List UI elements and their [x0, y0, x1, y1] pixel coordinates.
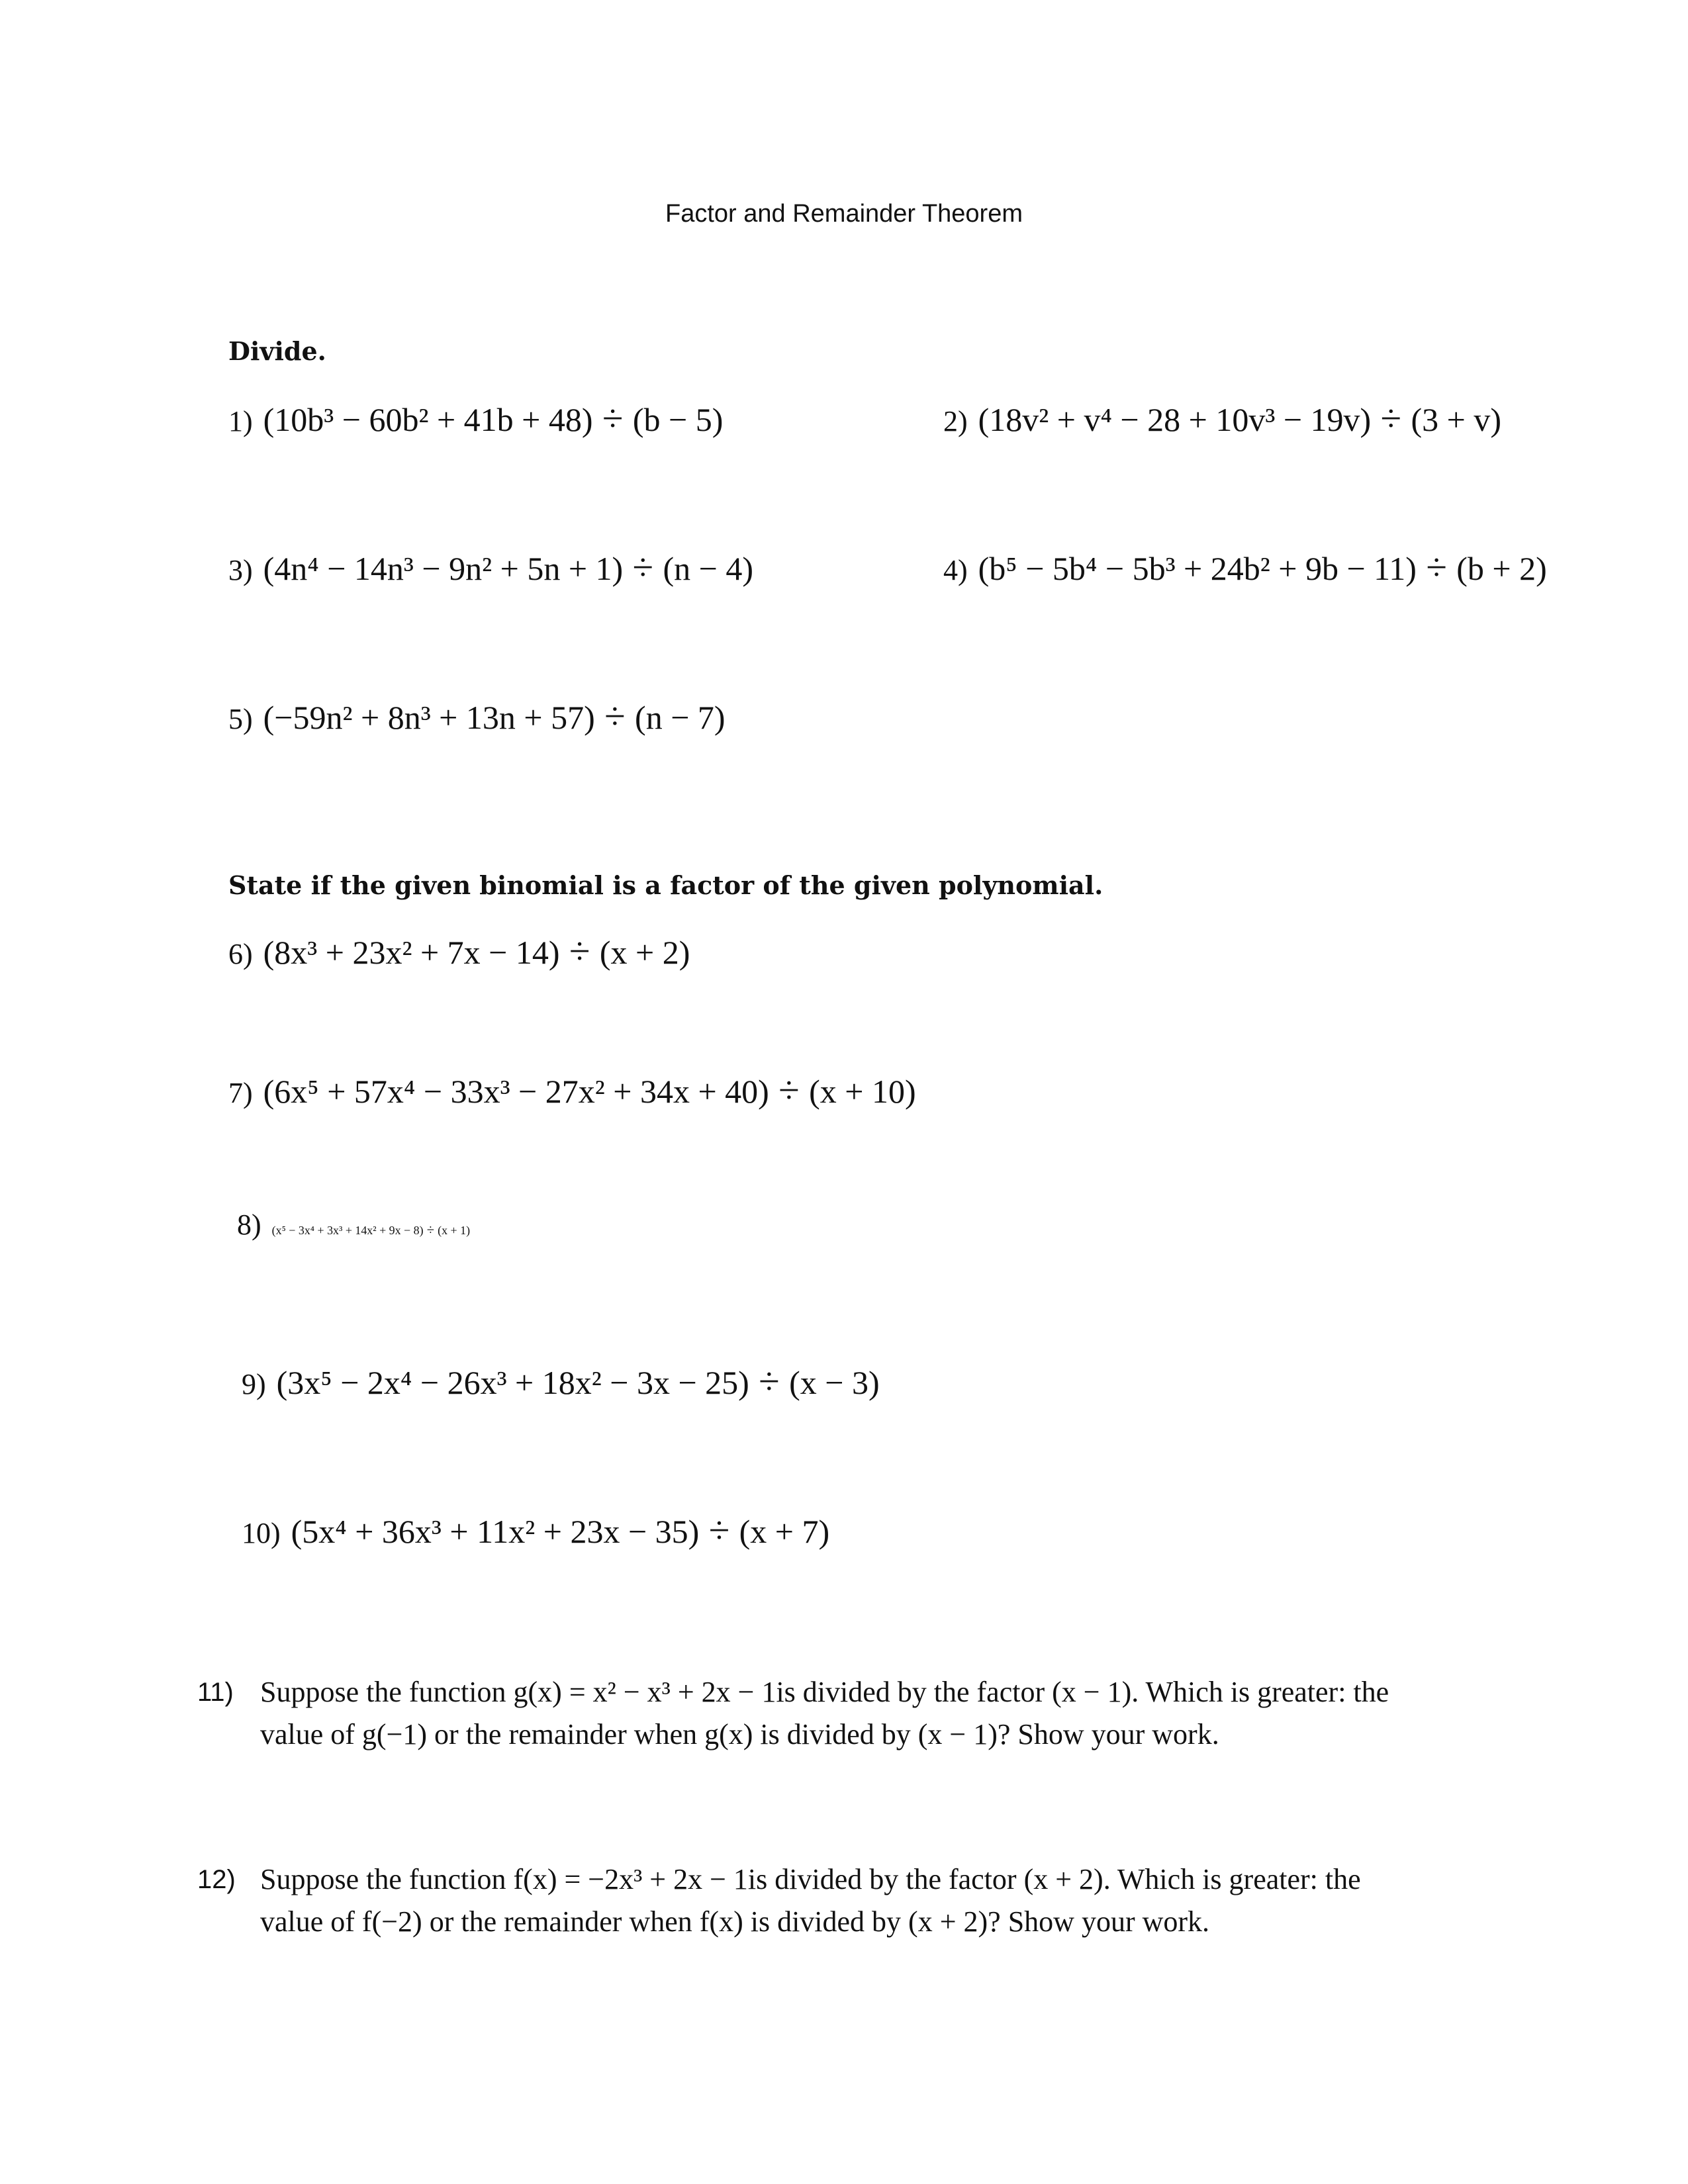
problem-text — [260, 1858, 1361, 1943]
divide-sign-icon: ÷ — [1371, 398, 1411, 439]
problem-divisor: (x + 7) — [739, 1513, 830, 1550]
problem-divisor: (b + 2) — [1456, 550, 1547, 587]
divide-sign-icon: ÷ — [592, 398, 633, 439]
problem-2 — [943, 397, 1501, 440]
problem-number: 10) — [242, 1517, 281, 1549]
problem-divisor: (x − 3) — [789, 1364, 880, 1401]
problem-dividend: (4n⁴ − 14n³ − 9n² + 5n + 1) — [263, 550, 624, 587]
problem-4 — [943, 546, 1547, 589]
problem-number: 7) — [228, 1077, 253, 1109]
problem-number: 12) — [197, 1865, 236, 1894]
divide-sign-icon: ÷ — [559, 931, 600, 972]
divide-sign-icon: ÷ — [623, 547, 663, 588]
divide-sign-icon: ÷ — [749, 1361, 790, 1402]
divide-sign-icon: ÷ — [1416, 547, 1457, 588]
problem-number: 1) — [228, 405, 253, 437]
word-problem-12 — [197, 1858, 1521, 1944]
problem-number: 2) — [943, 405, 968, 437]
problem-6 — [228, 930, 690, 973]
problem-10 — [242, 1509, 829, 1552]
problem-text-line: value of f(−2) or the remainder when f(x) is divided by (x + 2)? Show your work. — [260, 1905, 1210, 1938]
divide-sign-icon: ÷ — [423, 1223, 438, 1238]
page-title: Factor and Remainder Theorem — [665, 200, 1023, 228]
problem-text-line: value of g(−1) or the remainder when g(x) is divided by (x − 1)? Show your work. — [260, 1718, 1219, 1751]
problem-dividend: (6x⁵ + 57x⁴ − 33x³ − 27x² + 34x + 40) — [263, 1073, 769, 1110]
problem-number: 9) — [242, 1368, 266, 1400]
problem-divisor: (3 + v) — [1411, 401, 1501, 438]
problem-dividend: (5x⁴ + 36x³ + 11x² + 23x − 35) — [291, 1513, 700, 1550]
problem-3 — [228, 546, 753, 589]
problem-number: 11) — [197, 1678, 234, 1707]
problem-divisor: (x + 10) — [809, 1073, 916, 1110]
problem-divisor: (x + 2) — [599, 934, 690, 971]
problem-dividend: (b⁵ − 5b⁴ − 5b³ + 24b² + 9b − 11) — [978, 550, 1417, 587]
section-heading-divide: Divide. — [228, 336, 326, 366]
problem-7 — [228, 1069, 916, 1112]
problem-divisor: (n − 4) — [663, 550, 753, 587]
problem-number: 5) — [228, 703, 253, 735]
problem-text — [260, 1671, 1389, 1756]
problem-text-line: Suppose the function g(x) = x² − x³ + 2x − 1is divided by the factor (x − 1). Which is greater: the — [260, 1676, 1389, 1708]
problem-number: 3) — [228, 554, 253, 586]
problem-dividend: (x⁵ − 3x⁴ + 3x³ + 14x² + 9x − 8) — [271, 1224, 424, 1237]
divide-sign-icon: ÷ — [594, 696, 635, 737]
problem-1 — [228, 397, 723, 440]
word-problem-11 — [197, 1671, 1521, 1757]
problem-5 — [228, 695, 726, 738]
problem-divisor: (n − 7) — [635, 699, 726, 736]
problem-number: 8) — [237, 1208, 261, 1241]
problem-divisor: (x + 1) — [438, 1224, 471, 1237]
divide-sign-icon: ÷ — [769, 1069, 810, 1111]
section-heading-factor: State if the given binomial is a factor of the given polynomial. — [228, 870, 1103, 900]
problem-divisor: (b − 5) — [632, 401, 724, 438]
problem-dividend: (10b³ − 60b² + 41b + 48) — [263, 401, 593, 438]
divide-sign-icon: ÷ — [699, 1510, 739, 1551]
problem-9 — [242, 1360, 880, 1403]
problem-dividend: (−59n² + 8n³ + 13n + 57) — [263, 699, 595, 736]
problem-dividend: (18v² + v⁴ − 28 + 10v³ − 19v) — [978, 401, 1372, 438]
problem-dividend: (8x³ + 23x² + 7x − 14) — [263, 934, 560, 971]
problem-text-line: Suppose the function f(x) = −2x³ + 2x − 1is divided by the factor (x + 2). Which is greater: the — [260, 1863, 1361, 1895]
problem-number: 6) — [228, 938, 253, 970]
problem-dividend: (3x⁵ − 2x⁴ − 26x³ + 18x² − 3x − 25) — [276, 1364, 749, 1401]
problem-8 — [237, 1208, 470, 1242]
problem-number: 4) — [943, 554, 968, 586]
